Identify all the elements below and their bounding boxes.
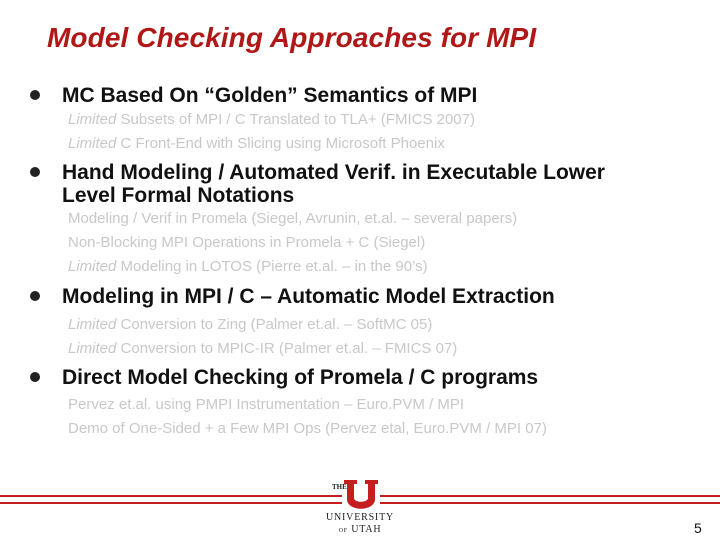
sub-item bbox=[68, 337, 457, 361]
logo-of-utah bbox=[318, 524, 402, 535]
sub-item-text: Subsets of MPI / C Translated to TLA+ (FMICS 2007) bbox=[116, 111, 475, 128]
sub-item-text: Modeling / Verif in Promela (Siegel, Avrunin, et.al. – several papers) bbox=[68, 210, 518, 227]
slide-title: Model Checking Approaches for MPI bbox=[47, 22, 537, 53]
sub-item bbox=[68, 417, 547, 441]
sub-item-text: Conversion to Zing (Palmer et.al. – SoftMC 05) bbox=[116, 316, 433, 333]
sub-item-text: Demo of One-Sided + a Few MPI Ops (Pervez etal, Euro.PVM / MPI 07) bbox=[68, 420, 547, 437]
logo-university: UNIVERSITY bbox=[326, 512, 394, 523]
bullet-dot-icon bbox=[30, 372, 40, 382]
logo-the: THE bbox=[332, 483, 347, 491]
bullet-4-text: Direct Model Checking of Promela / C programs bbox=[62, 366, 539, 389]
sub-item-emphasis: Limited bbox=[68, 316, 117, 333]
bullet-2 bbox=[30, 161, 700, 211]
sub-item-text: Non-Blocking MPI Operations in Promela + C (Siegel) bbox=[68, 234, 426, 251]
bullet-4 bbox=[30, 366, 700, 392]
page-number: 5 bbox=[694, 520, 702, 536]
sub-item-text: Pervez et.al. using PMPI Instrumentation – Euro.PVM / MPI bbox=[68, 396, 464, 413]
sub-item-text: Modeling in LOTOS (Pierre et.al. – in the 90’s) bbox=[116, 258, 428, 275]
sub-item-emphasis: Limited bbox=[68, 340, 117, 357]
block-u-icon bbox=[342, 478, 380, 512]
sub-item-emphasis: Limited bbox=[68, 111, 117, 128]
sub-item-emphasis: Limited bbox=[68, 135, 117, 152]
sub-item-text: C Front-End with Slicing using Microsoft Phoenix bbox=[116, 135, 445, 152]
sub-item bbox=[68, 393, 464, 417]
bullet-3 bbox=[30, 285, 700, 311]
bullet-dot-icon bbox=[30, 291, 40, 301]
sub-item bbox=[68, 231, 425, 255]
bullet-2-text-line2: Level Formal Notations bbox=[62, 184, 295, 207]
sub-item bbox=[68, 207, 517, 231]
sub-item-emphasis: Limited bbox=[68, 258, 117, 275]
logo-of: OF bbox=[338, 528, 348, 534]
bullet-3-text: Modeling in MPI / C – Automatic Model Extraction bbox=[62, 285, 555, 308]
sub-item bbox=[68, 108, 475, 132]
sub-item bbox=[68, 255, 428, 279]
bullet-dot-icon bbox=[30, 167, 40, 177]
bullet-1-text: MC Based On “Golden” Semantics of MPI bbox=[62, 84, 478, 107]
bullet-dot-icon bbox=[30, 90, 40, 100]
university-logo bbox=[318, 478, 402, 538]
sub-item bbox=[68, 132, 445, 156]
bullet-2-text-line1: Hand Modeling / Automated Verif. in Executable Lower bbox=[62, 161, 605, 184]
logo-utah: UTAH bbox=[351, 524, 382, 535]
sub-item-text: Conversion to MPIC-IR (Palmer et.al. – FMICS 07) bbox=[116, 340, 458, 357]
sub-item bbox=[68, 313, 432, 337]
